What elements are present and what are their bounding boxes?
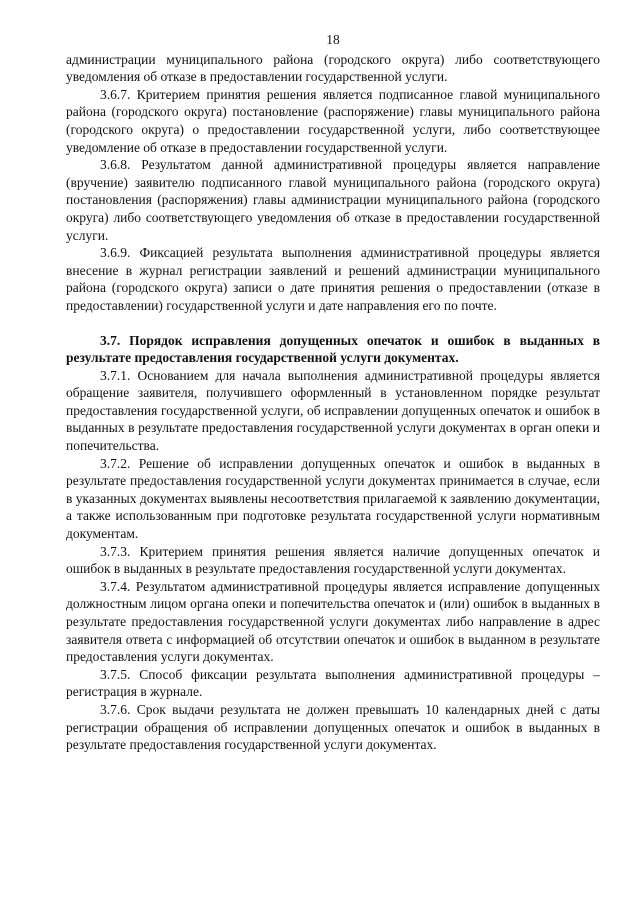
paragraph-3-6-9: 3.6.9. Фиксацией результата выполнения административной процедуры является внесение в журнал регистрации заявлений и решений администрации муниципального района (городского округа) записи о дате принятия решения о предоставлении (отказе в предоставлении) государственной услуги и дате направления его по почте. <box>66 245 600 313</box>
paragraph-3-7-3: 3.7.3. Критерием принятия решения является наличие допущенных опечаток и ошибок в выданных в результате предоставления государственной услуги документах. <box>66 543 600 577</box>
section-heading-3-7: 3.7. Порядок исправления допущенных опечаток и ошибок в выданных в результате предоставления государственной услуги документах. <box>66 332 600 366</box>
paragraph-3-7-5: 3.7.5. Способ фиксации результата выполнения административной процедуры – регистрация в журнале. <box>66 666 600 700</box>
document-page <box>66 31 600 754</box>
paragraph-3-7-2: 3.7.2. Решение об исправлении допущенных опечаток и ошибок в выданных в результате предоставления государственной услуги документах принимается в случае, если в указанных документах выявлены несоответствия прилагаемой к заявлению документации, а также использованным при подготовке результата государственной услуги нормативным документам. <box>66 455 600 542</box>
paragraph-3-6-8: 3.6.8. Результатом данной административной процедуры является направление (вручение) заявителю подписанного главой муниципального района (городского округа) постановления (распоряжения) главы администрации муниципального района (городского округа) либо соответствующего уведомления об отказе в предоставлении государственной услуги. <box>66 157 600 243</box>
paragraph-3-7-4: 3.7.4. Результатом административной процедуры является исправление допущенных должностным лицом органа опеки и попечительства опечаток и (или) ошибок в выданных в результате предоставления государственной услуги документах либо направление в адрес заявителя ответа с информацией об отсутствии опечаток и ошибок в выданном в результате предоставления услуги документах. <box>66 578 600 665</box>
paragraph-3-6-7: 3.6.7. Критерием принятия решения является подписанное главой муниципального района (городского округа) постановление (распоряжение) главы муниципального района (городского округа) о предоставлении государственной услуги, либо соответствующее уведомление об отказе в предоставлении государственной услуги. <box>66 86 600 155</box>
paragraph-continuation: администрации муниципального района (городского округа) либо соответствующего уведомления об отказе в предоставлении государственной услуги. <box>66 51 600 85</box>
paragraph-3-7-6: 3.7.6. Срок выдачи результата не должен превышать 10 календарных дней с даты регистрации обращения об исправлении допущенных опечаток и ошибок в выданных в результате предоставления государственной услуги документах. <box>66 701 600 753</box>
page-number: 18 <box>326 32 340 47</box>
paragraph-3-7-1: 3.7.1. Основанием для начала выполнения административной процедуры является обращение заявителя, получившего оформленный в установленном порядке результат предоставления государственной услуги, об исправлении допущенных опечаток и ошибок в выданных в результате предоставления государственной услуги документах в орган опеки и попечительства. <box>66 367 600 454</box>
